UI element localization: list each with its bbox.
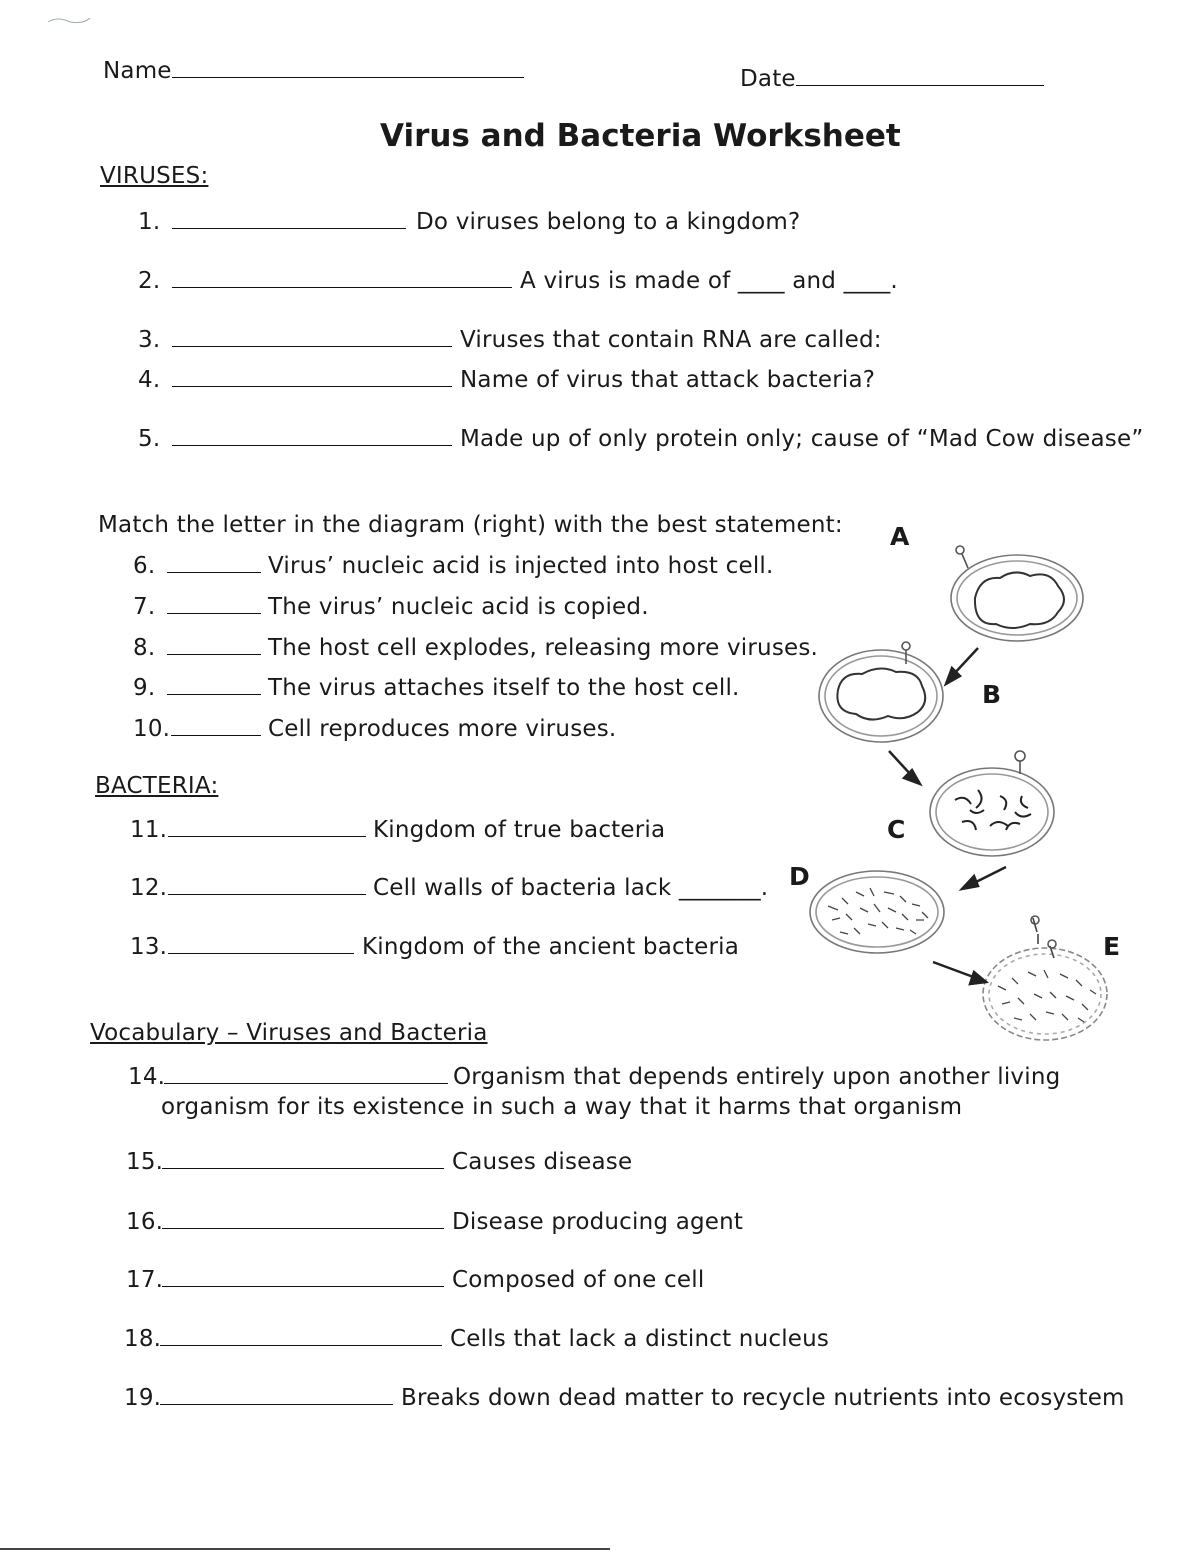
question-text: Cell walls of bacteria lack _______. [373, 875, 769, 901]
cell-e [983, 916, 1107, 1040]
question-number: 3. [138, 327, 161, 353]
question-number: 15. [126, 1149, 164, 1175]
question-text: Do viruses belong to a kingdom? [416, 209, 801, 235]
diagram-label-e: E [1103, 932, 1121, 961]
question-text: Cell reproduces more viruses. [268, 716, 617, 742]
question-number: 1. [138, 209, 161, 235]
bacteria-heading: BACTERIA: [95, 773, 219, 799]
question-text: Made up of only protein only; cause of “Mad Cow disease” [460, 426, 1144, 452]
question-number: 18. [124, 1326, 162, 1352]
question-text: Kingdom of the ancient bacteria [362, 934, 739, 960]
question-number: 16. [126, 1209, 164, 1235]
question-text: Cells that lack a distinct nucleus [450, 1326, 830, 1352]
scan-mark [48, 18, 90, 23]
question-number: 9. [133, 675, 156, 701]
diagram-label-b: B [982, 680, 1002, 709]
question-number: 6. [133, 553, 156, 579]
question-text: Composed of one cell [452, 1267, 705, 1293]
question-number: 10. [133, 716, 171, 742]
question-text: The host cell explodes, releasing more viruses. [268, 635, 819, 661]
question-number: 2. [138, 268, 161, 294]
viruses-heading: VIRUSES: [100, 163, 209, 189]
cell-c [930, 751, 1054, 856]
question-number: 11. [130, 817, 168, 843]
diagram-label-a: A [890, 522, 910, 551]
diagram-label-d: D [789, 862, 810, 891]
question-text: Disease producing agent [452, 1209, 744, 1235]
name-label: Name [103, 58, 172, 84]
question-number: 19. [124, 1385, 162, 1411]
question-text: The virus attaches itself to the host cell. [268, 675, 740, 701]
question-text: Breaks down dead matter to recycle nutrients into ecosystem [401, 1385, 1125, 1411]
question-number: 5. [138, 426, 161, 452]
question-text: Organism that depends entirely upon another living [453, 1064, 1061, 1090]
cell-a [951, 546, 1083, 641]
question-text: Name of virus that attack bacteria? [460, 367, 876, 393]
diagram-label-c: C [887, 815, 906, 844]
question-number: 14. [128, 1064, 166, 1090]
question-text: The virus’ nucleic acid is copied. [268, 594, 649, 620]
question-number: 12. [130, 875, 168, 901]
question-number: 8. [133, 635, 156, 661]
question-number: 13. [130, 934, 168, 960]
question-text: Kingdom of true bacteria [373, 817, 666, 843]
cell-d [810, 871, 944, 953]
question-text: Viruses that contain RNA are called: [460, 327, 882, 353]
date-label: Date [740, 66, 796, 92]
diagram-arrows [889, 648, 1006, 984]
question-text: Causes disease [452, 1149, 633, 1175]
question-number: 17. [126, 1267, 164, 1293]
page-title: Virus and Bacteria Worksheet [380, 118, 901, 154]
question-number: 4. [138, 367, 161, 393]
question-14-continued: organism for its existence in such a way that it harms that organism [161, 1094, 963, 1120]
question-number: 7. [133, 594, 156, 620]
question-text: Virus’ nucleic acid is injected into host cell. [268, 553, 774, 579]
vocabulary-heading: Vocabulary – Viruses and Bacteria [90, 1020, 488, 1046]
cell-b [819, 642, 943, 742]
question-text: A virus is made of ____ and ____. [520, 268, 898, 294]
matching-instruction: Match the letter in the diagram (right) with the best statement: [98, 512, 843, 538]
